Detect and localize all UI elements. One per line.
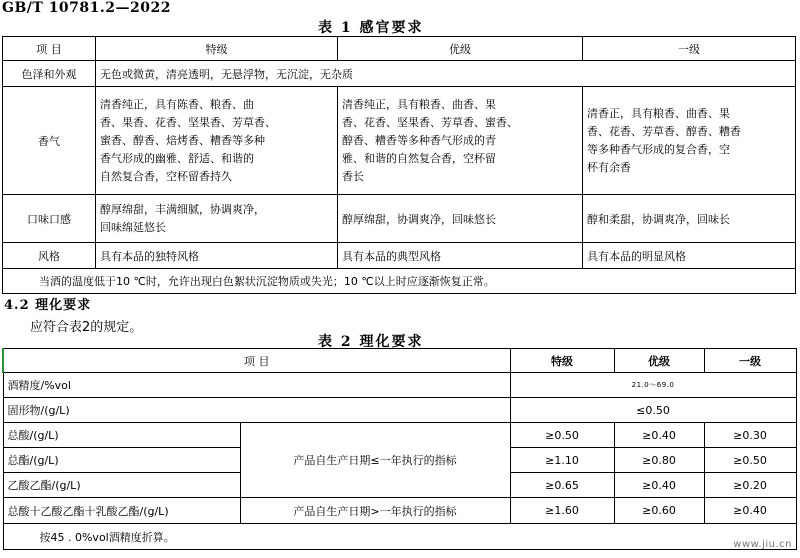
t1-style-first: 具有本品的明显风格 [583, 243, 796, 269]
t1-item-aroma: 香气 [3, 87, 96, 195]
t1-aroma-special-line: 自然复合香，空杯留香持久 [100, 169, 232, 183]
t2-condition-within-year: 产品自生产日期≤一年执行的指标 [240, 423, 510, 498]
t1-taste-special-line: 醇厚绵甜，丰满细腻，协调爽净， [100, 202, 265, 216]
t1-note: 当酒的温度低于10 ℃时，允许出现白色絮状沉淀物质或失光；10 ℃以上时应逐渐恢复正常。 [3, 269, 796, 294]
t2-item-acid-ester-sum: 总酸十乙酸乙酯十乳酸乙酯/(g/L) [3, 498, 240, 524]
t1-aroma-excellent-line: 雅、和谐的自然复合香，空杯留 [342, 151, 496, 165]
table2-title: 表 2 理化要求 [318, 334, 424, 350]
t1-aroma-first-line: 杯有余香 [587, 160, 631, 174]
t2-alcohol-value: 21.0～69.0 [510, 373, 796, 398]
t1-taste-excellent: 醇厚绵甜，协调爽净，回味悠长 [338, 195, 583, 243]
t2-item-total-ester: 总酯/(g/L) [3, 448, 240, 473]
t2-acid-ester-sum-special: ≥1.60 [510, 498, 614, 524]
t2-solids-value: ≤0.50 [510, 398, 796, 423]
t2-ethyl-acetate-excellent: ≥0.40 [614, 473, 704, 498]
t1-aroma-excellent-line: 香、花香、坚果香、芳草香、蜜香、 [342, 115, 518, 129]
t2-note: 按45 . 0%vol酒精度折算。 [3, 524, 796, 550]
t1-aroma-first-line: 香、花香、芳草香、醇香、糟香 [587, 124, 741, 138]
t2-acid-ester-sum-excellent: ≥0.60 [614, 498, 704, 524]
t2-header-special: 特级 [510, 349, 614, 373]
t2-item-alcohol: 酒精度/%vol [3, 373, 510, 398]
t1-item-taste: 口味口感 [3, 195, 96, 243]
t2-header-excellent: 优级 [614, 349, 704, 373]
t1-taste-first: 醇和柔甜，协调爽净，回味长 [583, 195, 796, 243]
t1-aroma-first [583, 87, 796, 195]
t1-item-color: 色泽和外观 [3, 61, 96, 87]
t1-aroma-special-line: 蜜香、醇香、焙烤香、糟香等多种 [100, 133, 265, 147]
t1-aroma-excellent-line: 清香纯正，具有粮香、曲香、果 [342, 97, 496, 111]
standard-number: GB/T 10781.2—2022 [2, 0, 171, 16]
t2-item-total-acid: 总酸/(g/L) [3, 423, 240, 448]
t1-header-excellent: 优级 [338, 37, 583, 61]
t1-item-style: 风格 [3, 243, 96, 269]
t1-aroma-excellent-line: 香长 [342, 169, 364, 183]
t2-total-acid-special: ≥0.50 [510, 423, 614, 448]
t1-header-special: 特级 [96, 37, 338, 61]
t1-aroma-special-line: 清香纯正，具有陈香、粮香、曲 [100, 97, 254, 111]
t1-aroma-special [96, 87, 338, 195]
t1-aroma-first-line: 清香正，具有粮香、曲香、果 [587, 106, 730, 120]
t2-ethyl-acetate-special: ≥0.65 [510, 473, 614, 498]
t1-aroma-first-line: 等多种香气形成的复合香，空 [587, 142, 730, 156]
t1-aroma-excellent-line: 醇香、糟香等多种香气形成的青 [342, 133, 496, 147]
section-heading: 4.2 理化要求 [4, 298, 92, 313]
t1-aroma-excellent [338, 87, 583, 195]
t2-ethyl-acetate-first: ≥0.20 [704, 473, 796, 498]
t2-item-ethyl-acetate: 乙酸乙酯/(g/L) [3, 473, 240, 498]
t1-style-special: 具有本品的独特风格 [96, 243, 338, 269]
physicochemical-requirements-table [2, 348, 797, 550]
t2-total-ester-excellent: ≥0.80 [614, 448, 704, 473]
t1-color-value: 无色或微黄，清亮透明，无悬浮物，无沉淀，无杂质 [96, 61, 796, 87]
t2-total-acid-excellent: ≥0.40 [614, 423, 704, 448]
t2-total-ester-first: ≥0.50 [704, 448, 796, 473]
t2-acid-ester-sum-first: ≥0.40 [704, 498, 796, 524]
t1-taste-special [96, 195, 338, 243]
t1-aroma-special-line: 香、果香、花香、坚果香、芳草香、 [100, 115, 276, 129]
t2-condition-over-year: 产品自生产日期>一年执行的指标 [240, 498, 510, 524]
t2-total-acid-first: ≥0.30 [704, 423, 796, 448]
t2-item-solids: 固形物/(g/L) [3, 398, 510, 423]
t1-header-item: 项 目 [3, 37, 96, 61]
t1-style-excellent: 具有本品的典型风格 [338, 243, 583, 269]
section-text: 应符合表2的规定。 [30, 320, 143, 335]
t1-taste-special-line: 回味绵延悠长 [100, 220, 166, 234]
t2-total-ester-special: ≥1.10 [510, 448, 614, 473]
site-watermark: www.jiu.cn [733, 539, 792, 550]
t1-aroma-special-line: 香气形成的幽雅、舒适、和谐的 [100, 151, 254, 165]
t2-header-item: 项 目 [3, 349, 510, 373]
t2-header-first: 一级 [704, 349, 796, 373]
sensory-requirements-table [2, 36, 796, 294]
t1-header-first: 一级 [583, 37, 796, 61]
table1-title: 表 1 感官要求 [318, 20, 424, 36]
